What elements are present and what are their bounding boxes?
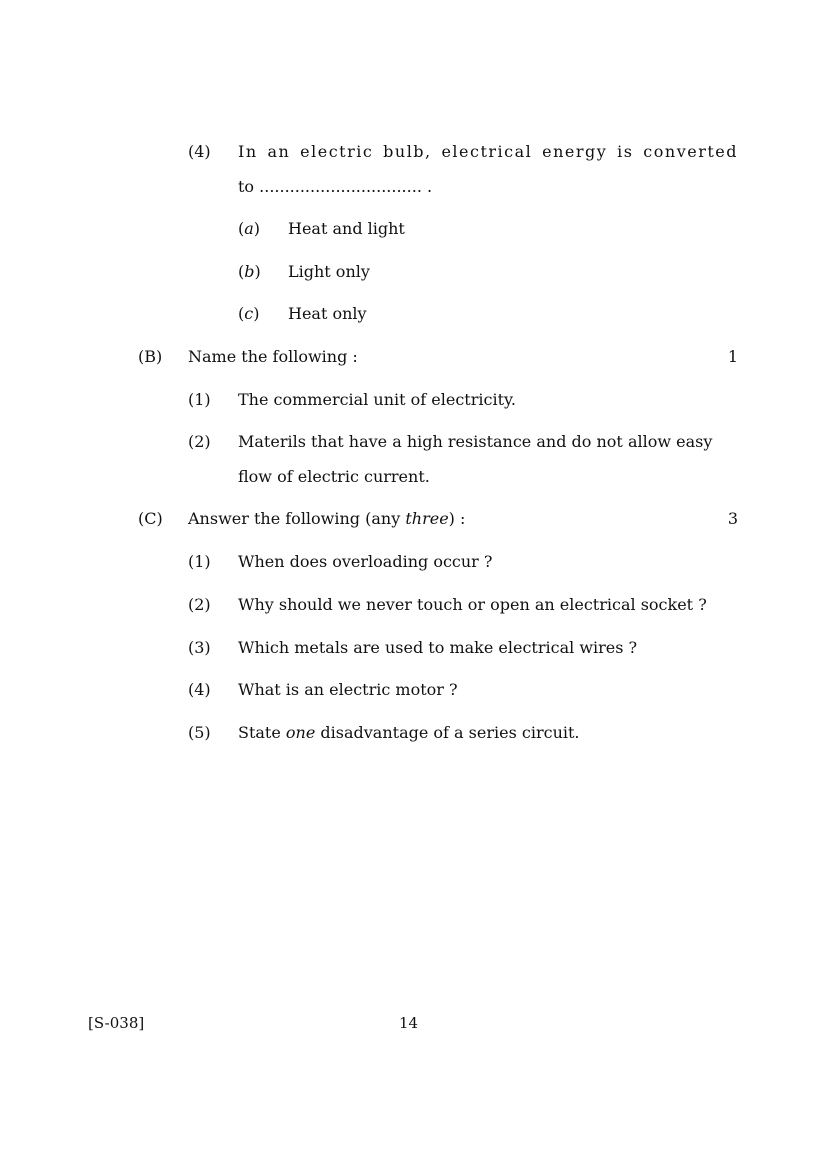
option-text: Light only bbox=[288, 262, 370, 281]
item-text: What is an electric motor ? bbox=[238, 680, 458, 699]
question-text-continuation: to ................................ . bbox=[238, 177, 433, 196]
item-number: (1) bbox=[188, 552, 211, 571]
section-marks: 3 bbox=[727, 509, 738, 528]
item-text: Which metals are used to make electrical wires ? bbox=[238, 638, 638, 657]
section-heading: Answer the following (any three) : bbox=[188, 509, 466, 528]
question-text: In an electric bulb, electrical energy is converted bbox=[238, 142, 738, 161]
option-text: Heat and light bbox=[288, 219, 405, 238]
item-number: (5) bbox=[188, 723, 211, 742]
option-label: (a) bbox=[238, 219, 261, 238]
option-label: (b) bbox=[238, 262, 261, 281]
section-label: (B) bbox=[138, 347, 163, 366]
paper-code: [S-038] bbox=[88, 1014, 145, 1032]
item-number: (3) bbox=[188, 638, 211, 657]
option-text: Heat only bbox=[288, 304, 367, 323]
item-text: Materils that have a high resistance and do not allow easy flow of electric current. bbox=[238, 432, 713, 486]
item-number: (4) bbox=[188, 680, 211, 699]
page-number: 14 bbox=[399, 1014, 419, 1032]
item-text: State one disadvantage of a series circuit. bbox=[238, 723, 580, 742]
item-number: (2) bbox=[188, 595, 211, 614]
section-heading: Name the following : bbox=[188, 347, 358, 366]
section-label: (C) bbox=[138, 509, 163, 528]
option-label: (c) bbox=[238, 304, 260, 323]
item-number: (1) bbox=[188, 390, 211, 409]
section-marks: 1 bbox=[727, 347, 738, 366]
item-number: (2) bbox=[188, 432, 211, 451]
item-text: The commercial unit of electricity. bbox=[238, 390, 517, 409]
item-text: When does overloading occur ? bbox=[238, 552, 493, 571]
item-text: Why should we never touch or open an electrical socket ? bbox=[238, 595, 707, 614]
question-number: (4) bbox=[188, 142, 211, 161]
